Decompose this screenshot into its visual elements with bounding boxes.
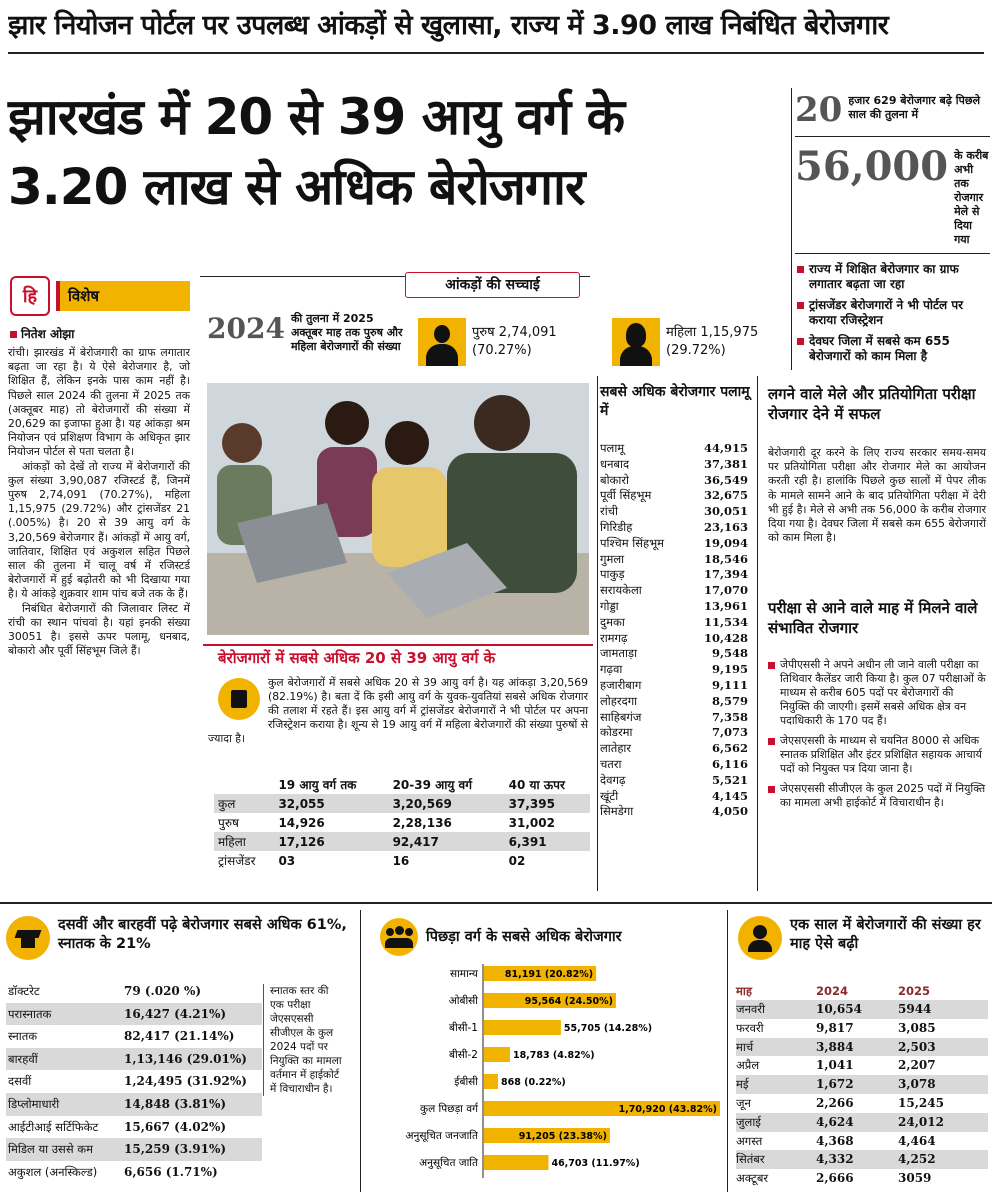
side-bullet: देवघर जिला में सबसे कम 655 बेरोजगारों को काम मिला है xyxy=(795,334,990,364)
caste-category: कुल पिछड़ा वर्ग xyxy=(420,1103,478,1115)
edu-value: 1,24,495 (31.92%) xyxy=(124,1074,247,1089)
district-name: दुमका xyxy=(600,614,625,629)
monthly-month: मई xyxy=(736,1077,749,1092)
age-cell: 32,055 xyxy=(278,796,325,811)
district-name: धनबाद xyxy=(600,456,630,471)
monthly-value: 2,503 xyxy=(898,1039,936,1054)
edu-value: 82,417 (21.14%) xyxy=(124,1029,235,1044)
district-name: पूर्वी सिंहभूम xyxy=(600,488,652,503)
district-name: सिमडेगा xyxy=(600,804,634,819)
male-pct: (70.27%) xyxy=(472,343,532,358)
author-line xyxy=(10,325,74,342)
caste-category: अनुसूचित जाति xyxy=(419,1157,478,1169)
district-count: 9,548 xyxy=(711,646,748,661)
monthly-value: 3,078 xyxy=(898,1077,936,1092)
edu-row xyxy=(6,1025,262,1048)
district-name: हजारीबाग xyxy=(600,677,642,692)
edu-title: दसवीं और बारहवीं पढ़े बेरोजगार सबसे अधिक 61%, स्नातक के 21% xyxy=(58,917,347,952)
monthly-value: 10,654 xyxy=(816,1002,862,1016)
district-row xyxy=(600,804,748,820)
age-row xyxy=(214,851,590,870)
age-cell: 16 xyxy=(392,853,410,868)
truth-year: 2024 xyxy=(207,312,285,345)
district-count: 19,094 xyxy=(703,535,748,550)
monthly-row xyxy=(736,1038,988,1057)
district-name: देवगढ़ xyxy=(600,772,626,787)
district-count: 32,675 xyxy=(703,488,748,503)
district-count: 8,579 xyxy=(711,693,748,708)
district-count: 7,073 xyxy=(711,725,748,740)
age-cell: 17,126 xyxy=(278,834,325,849)
edu-row xyxy=(6,1116,262,1139)
district-count: 13,961 xyxy=(703,598,748,613)
caste-category: ओबीसी xyxy=(448,995,478,1007)
caste-header xyxy=(380,918,720,956)
monthly-value: 2,266 xyxy=(816,1095,854,1110)
female-pct: (29.72%) xyxy=(666,343,726,358)
district-name: पाकुड़ xyxy=(600,567,625,582)
article-paragraph: आंकड़ों को देखें तो राज्य में बेरोजगारों की कुल संख्या 3,90,087 रजिस्टर्ड हैं, जिनमें पुरुष 2,74,091 (70.27%), महिला 1,15,975 (29.72%) और ट्रांसजेंडर 21 (.005%) है। 20 से 39 आयु वर्ग के 3,20,569 बेरोजगार हैं। आंकड़ों में आयु वर्ग, जातिवार, शिक्षित एवं अकुशल सहित पिछले साल की तुलना में चालू वर्ष में रजिस्टर्ड बेरोजगारों में हुई बढ़ोतरी को भी दिखाया गया है। ये आंकड़े शुक्रवार शाम पांच बजे तक के हैं। xyxy=(8,459,190,601)
article-paragraph: रांची। झारखंड में बेरोजगारी का ग्राफ लगातार बढ़ता जा रहा है। ये ऐसे बेरोजगार है, जो शिक्षित हैं, लेकिन इनके पास काम नहीं है। पिछले साल 2024 की तुलना में 2025 तक (अक्तूबर माह) तो बेरोजगारों की संख्या में 20,629 का इजाफा हुआ है। यह आंकड़ा श्रम नियोजन एवं प्रशिक्षण विभाग के अधिकृत झार नियोजन पोर्टल से पता चलता है। xyxy=(8,346,190,459)
edu-level: दसवीं xyxy=(8,1074,32,1089)
monthly-value: 15,245 xyxy=(898,1095,944,1110)
jobs-icon xyxy=(218,678,260,720)
district-count: 10,428 xyxy=(703,630,748,645)
age-header: 20-39 आयु वर्ग xyxy=(392,778,472,792)
district-count: 44,915 xyxy=(703,441,748,455)
stat-56000-text: के करीब अभी तक रोजगार मेले से दिया गया xyxy=(954,149,989,246)
district-name: जामताड़ा xyxy=(600,646,638,661)
edu-value: 15,259 (3.91%) xyxy=(124,1142,227,1157)
monthly-row xyxy=(736,1113,988,1132)
side-bullets xyxy=(795,262,990,364)
age-text-block xyxy=(208,676,588,746)
district-count: 30,051 xyxy=(703,504,748,519)
age-cell: 31,002 xyxy=(508,815,555,830)
monthly-header-cell: माह xyxy=(736,984,752,998)
district-row xyxy=(600,678,748,694)
female-count: महिला 1,15,975 xyxy=(666,325,759,340)
age-header xyxy=(214,775,274,794)
caste-bar xyxy=(484,1074,498,1089)
edu-row xyxy=(6,980,262,1003)
caste-bar-label: 18,783 (4.82%) xyxy=(512,1050,595,1061)
caste-category: बीसी-1 xyxy=(448,1022,478,1034)
fairs-divider xyxy=(757,376,758,891)
caste-bar xyxy=(484,1047,510,1062)
age-cell: 14,926 xyxy=(278,815,325,830)
district-row xyxy=(600,662,748,678)
district-count: 37,381 xyxy=(703,456,748,471)
monthly-header-cell: 2025 xyxy=(898,984,931,998)
district-count: 23,163 xyxy=(703,519,748,534)
district-count: 6,116 xyxy=(711,756,748,771)
monthly-month: अगस्त xyxy=(736,1133,763,1148)
district-name: गिरिडीह xyxy=(600,519,633,534)
district-name: लातेहार xyxy=(600,741,632,756)
edu-level: परास्नातक xyxy=(8,1006,52,1021)
edu-level: डॉक्टरेट xyxy=(8,984,40,998)
age-cell: 92,417 xyxy=(392,834,439,849)
district-name: साहिबगंज xyxy=(600,709,642,724)
monthly-value: 2,666 xyxy=(816,1171,854,1186)
monthly-value: 4,464 xyxy=(898,1133,936,1148)
district-row xyxy=(600,457,748,473)
district-count: 6,562 xyxy=(711,741,748,756)
special-badge xyxy=(10,276,190,316)
edu-level: डिप्लोमाधारी xyxy=(8,1096,60,1111)
article-paragraph: निबंधित बेरोजगारों की जिलावार लिस्ट में रांची का स्थान पांचवां है। यहां इनकी संख्या 30051 है। इससे ऊपर पलामू, धनबाद, बोकारो और पूर्वी सिंहभूम जिले हैं। xyxy=(8,601,190,658)
age-row xyxy=(214,832,590,851)
stat-20-text: हजार 629 बेरोजगार बढ़े पिछले साल की तुलना में xyxy=(848,94,981,121)
male-count: पुरुष 2,74,091 xyxy=(472,325,557,340)
male-stat xyxy=(418,316,588,368)
edu-value: 79 (.020 %) xyxy=(124,984,202,998)
monthly-row xyxy=(736,1132,988,1151)
caste-category: बीसी-2 xyxy=(448,1049,478,1061)
monthly-value: 9,817 xyxy=(816,1020,854,1035)
district-row xyxy=(600,583,748,599)
edu-row xyxy=(6,1138,262,1161)
male-icon xyxy=(418,318,466,366)
caste-category: ईबीसी xyxy=(454,1076,478,1088)
upcoming-bullet: जेएसएससी सीजीएल के कुल 2025 पदों में नियुक्ति का मामला अभी हाईकोर्ट में विचाराधीन है। xyxy=(766,782,986,810)
caste-category: अनुसूचित जनजाति xyxy=(405,1130,478,1142)
age-cell: 6,391 xyxy=(508,834,547,849)
caste-bar-label: 868 (0.22%) xyxy=(501,1077,566,1088)
edu-level: आईटीआई सर्टिफिकेट xyxy=(8,1119,99,1134)
upcoming-title: परीक्षा से आने वाले माह में मिलने वाले संभावित रोजगार xyxy=(768,599,978,637)
students-photo xyxy=(207,383,589,635)
fairs-text: बेरोजगारी दूर करने के लिए राज्य सरकार समय-समय पर प्रतियोगिता परीक्षा और रोजगार मेले का आयोजन करती रही है। हालांकि पिछले कुछ सालों में पेपर लीक के मामले सामने आने के बाद प्रतियोगिता परीक्षा में देरी भी हुई है। मेले से अभी तक 56,000 के करीब रोजगार दिया गया है। देवघर जिला में सबसे कम 655 बेरोजगारों को काम मिला है। xyxy=(768,446,986,545)
age-cell: 3,20,569 xyxy=(392,796,452,811)
monthly-row xyxy=(736,1094,988,1113)
monthly-value: 3,884 xyxy=(816,1039,854,1054)
edu-level: बारहवीं xyxy=(8,1051,38,1066)
monthly-value: 4,332 xyxy=(816,1152,854,1167)
district-count: 17,070 xyxy=(703,583,748,598)
fairs-title: लगने वाले मेले और प्रतियोगिता परीक्षा रोजगार देने में सफल xyxy=(768,385,976,423)
district-row xyxy=(600,599,748,615)
edu-header xyxy=(6,916,356,960)
caste-bar-label: 46,703 (11.97%) xyxy=(551,1158,640,1169)
district-row xyxy=(600,773,748,789)
district-name: गुमला xyxy=(600,551,625,566)
district-count: 4,050 xyxy=(711,804,748,819)
monthly-title: एक साल में बेरोजगारों की संख्या हर माह ऐसे बढ़ी xyxy=(790,917,981,952)
edu-row xyxy=(6,1003,262,1026)
caste-bar xyxy=(484,1020,561,1035)
upcoming-bullet: जेएसएससी के माध्यम से चयनित 8000 से अधिक स्नातक प्रशिक्षित और इंटर प्रशिक्षित सहायक आचार्य पदों को नियुक्त पत्र दिया जाना है। xyxy=(766,734,986,776)
district-row xyxy=(600,504,748,520)
monthly-header xyxy=(738,916,988,960)
district-divider xyxy=(597,376,598,891)
district-name: पलामू xyxy=(600,441,625,455)
top-rule xyxy=(8,52,984,54)
district-name: कोडरमा xyxy=(600,725,633,740)
female-stat xyxy=(612,316,782,368)
district-name: रामगढ़ xyxy=(600,630,628,645)
side-bullet: राज्य में शिक्षित बेरोजगार का ग्राफ लगातार बढ़ता जा रहा xyxy=(795,262,990,292)
district-row xyxy=(600,646,748,662)
district-row xyxy=(600,567,748,583)
district-row xyxy=(600,725,748,741)
monthly-row xyxy=(736,1019,988,1038)
district-count: 4,145 xyxy=(711,788,748,803)
truth-year-text: की तुलना में 2025 अक्तूबर माह तक पुरुष और महिला बेरोजगारों की संख्या xyxy=(290,312,403,353)
district-row xyxy=(600,631,748,647)
district-row xyxy=(600,757,748,773)
caste-bar-label: 95,564 (24.50%) xyxy=(524,996,613,1007)
monthly-table xyxy=(736,982,988,1188)
edu-level: स्नातक xyxy=(8,1029,38,1044)
district-name: बोकारो xyxy=(600,472,630,487)
caste-bar-label: 55,705 (14.28%) xyxy=(563,1023,653,1034)
edu-value: 15,667 (4.02%) xyxy=(124,1119,227,1134)
monthly-row xyxy=(736,1075,988,1094)
monthly-value: 1,041 xyxy=(816,1058,854,1073)
edu-level: मिडिल या उससे कम xyxy=(8,1142,93,1157)
district-count: 5,521 xyxy=(711,772,748,787)
bottom-rule xyxy=(0,902,992,904)
monthly-row xyxy=(736,1169,988,1188)
district-title: सबसे अधिक बेरोजगार पलामू में xyxy=(600,384,750,419)
edu-list xyxy=(6,980,262,1183)
district-name: रांची xyxy=(600,504,618,519)
monthly-month: फरवरी xyxy=(736,1020,764,1035)
monthly-value: 4,368 xyxy=(816,1133,854,1148)
edu-value: 16,427 (4.21%) xyxy=(124,1006,227,1021)
monthly-header-cell: 2024 xyxy=(816,984,849,998)
district-name: पश्चिम सिंहभूम xyxy=(600,535,665,550)
district-name: सरायकेला xyxy=(600,583,642,598)
district-list xyxy=(600,441,748,820)
monthly-month: जनवरी xyxy=(736,1002,765,1016)
district-name: गोड्डा xyxy=(600,598,619,613)
age-cell: महिला xyxy=(218,835,246,849)
monthly-value: 3059 xyxy=(898,1171,932,1186)
special-label: विशेष xyxy=(56,281,190,311)
district-row xyxy=(600,615,748,631)
monthly-value: 4,624 xyxy=(816,1114,854,1129)
district-name: चतरा xyxy=(600,756,622,771)
district-row xyxy=(600,441,748,457)
monthly-value: 4,252 xyxy=(898,1152,936,1167)
monthly-value: 3,085 xyxy=(898,1020,936,1035)
edu-row xyxy=(6,1070,262,1093)
district-name: लोहरदगा xyxy=(600,693,638,708)
district-row xyxy=(600,552,748,568)
edu-value: 14,848 (3.81%) xyxy=(124,1096,227,1111)
author: नितेश ओझा xyxy=(21,327,75,341)
stat-20: 20 xyxy=(795,90,843,130)
district-row xyxy=(600,488,748,504)
hindustan-logo: हि xyxy=(10,276,50,316)
monthly-value: 5944 xyxy=(898,1002,932,1016)
edu-row xyxy=(6,1161,262,1184)
upcoming-bullets xyxy=(766,658,986,816)
edu-row xyxy=(6,1093,262,1116)
age-rule xyxy=(203,644,593,646)
author-marker xyxy=(10,331,17,338)
caste-category: सामान्य xyxy=(449,968,478,980)
monthly-month: अक्टूबर xyxy=(736,1171,769,1186)
district-count: 11,534 xyxy=(703,614,748,629)
age-header: 40 या ऊपर xyxy=(508,778,565,792)
female-icon xyxy=(612,318,660,366)
age-cell: 37,395 xyxy=(508,796,555,811)
district-count: 36,549 xyxy=(703,472,748,487)
district-count: 7,358 xyxy=(711,709,748,724)
age-cell: ट्रांसजेंडर xyxy=(218,854,256,868)
caste-bar-label: 91,205 (23.38%) xyxy=(518,1131,607,1142)
monthly-row xyxy=(736,1000,988,1019)
article-body xyxy=(8,346,190,658)
district-row xyxy=(600,789,748,805)
age-row xyxy=(214,794,590,813)
caste-title: पिछड़ा वर्ग के सबसे अधिक बेरोजगार xyxy=(426,929,622,945)
age-cell: 03 xyxy=(278,853,296,868)
age-text: कुल बेरोजगारों में सबसे अधिक 20 से 39 आयु वर्ग है। यह आंकड़ा 3,20,569 (82.19%) है। बता दें कि इसी आयु वर्ग के युवक-युवतियां सबसे अधिक रोजगार की तलाश में रहते हैं। इस आयु वर्ग में ट्रांसजेंडर बेरोजगारों ने भी पोर्टल पर अपना रजिस्ट्रेशन कराया है। शून्य से 19 आयु वर्ग में महिला बेरोजगारों की संख्या पुरुषों से ज्यादा है। xyxy=(208,676,588,745)
district-row xyxy=(600,694,748,710)
district-name: गढ़वा xyxy=(600,662,623,677)
monthly-month: जून xyxy=(736,1095,751,1110)
edu-divider xyxy=(360,910,361,1192)
headline xyxy=(8,82,788,222)
caste-bar-label: 81,191 (20.82%) xyxy=(504,969,594,980)
district-count: 17,394 xyxy=(703,567,748,582)
side-bullet: ट्रांसजेंडर बेरोजगारों ने भी पोर्टल पर कराया रजिस्ट्रेशन xyxy=(795,298,990,328)
edu-row xyxy=(6,1048,262,1071)
headline-line1: झारखंड में 20 से 39 आयु वर्ग के xyxy=(8,88,625,146)
caste-divider xyxy=(727,910,728,1192)
district-count: 9,195 xyxy=(711,662,748,677)
age-title: बेरोजगारों में सबसे अधिक 20 से 39 आयु वर्ग के xyxy=(218,649,496,667)
caste-bar-label: 1,70,920 (43.82%) xyxy=(618,1104,717,1115)
district-row xyxy=(600,520,748,536)
age-table xyxy=(214,775,590,870)
monthly-value: 24,012 xyxy=(898,1114,944,1129)
district-count: 18,546 xyxy=(703,551,748,566)
district-row xyxy=(600,741,748,757)
stat-56000: 56,000 xyxy=(795,143,949,190)
district-count: 9,111 xyxy=(711,677,748,692)
monthly-row xyxy=(736,1056,988,1075)
edu-value: 6,656 (1.71%) xyxy=(124,1164,218,1179)
monthly-month: मार्च xyxy=(736,1039,754,1054)
age-cell: 2,28,136 xyxy=(392,815,452,830)
caste-chart xyxy=(365,962,725,1178)
monthly-value: 1,672 xyxy=(816,1077,854,1092)
age-cell: 02 xyxy=(508,853,526,868)
side-facts xyxy=(795,90,990,370)
monthly-month: सितंबर xyxy=(736,1152,765,1167)
monthly-header-row xyxy=(736,982,988,1000)
group-icon xyxy=(380,918,418,956)
truth-year-block xyxy=(207,312,407,354)
graduate-icon xyxy=(6,916,50,960)
monthly-month: अप्रैल xyxy=(736,1058,760,1073)
monthly-row xyxy=(736,1150,988,1169)
upcoming-bullet: जेपीएससी ने अपने अधीन ली जाने वाली परीक्षा का तिथिवार कैलेंडर जारी किया है। कुल 07 परीक्षाओं के माध्यम से करीब 605 पदों पर बेरोजगारों की नियुक्ति की जाएगी। इसमें सबसे अधिक क्षेत्र वन पदाधिकारी के 170 पद हैं। xyxy=(766,658,986,728)
age-row xyxy=(214,813,590,832)
district-row xyxy=(600,710,748,726)
caste-bar xyxy=(484,1155,548,1170)
district-row xyxy=(600,536,748,552)
district-name: खूंटी xyxy=(600,788,619,803)
truth-title: आंकड़ों की सच्चाई xyxy=(405,272,580,298)
person-icon xyxy=(738,916,782,960)
age-cell: पुरुष xyxy=(218,816,239,830)
kicker: झार नियोजन पोर्टल पर उपलब्ध आंकड़ों से खुलासा, राज्य में 3.90 लाख निबंधित बेरोजगार xyxy=(8,10,889,41)
monthly-month: जुलाई xyxy=(736,1114,761,1129)
district-row xyxy=(600,473,748,489)
edu-note: स्नातक स्तर की एक परीक्षा जेएसएससी सीजीएल के कुल 2024 पदों पर नियुक्ति का मामला वर्तमान में हाईकोर्ट में विचाराधीन है। xyxy=(263,984,345,1096)
side-divider xyxy=(791,88,792,370)
edu-value: 1,13,146 (29.01%) xyxy=(124,1051,247,1066)
monthly-value: 2,207 xyxy=(898,1058,936,1073)
age-header: 19 आयु वर्ग तक xyxy=(278,778,357,792)
age-cell: कुल xyxy=(218,797,236,811)
headline-line2: 3.20 लाख से अधिक बेरोजगार xyxy=(8,158,585,216)
edu-level: अकुशल (अनस्किल्ड) xyxy=(8,1164,98,1179)
